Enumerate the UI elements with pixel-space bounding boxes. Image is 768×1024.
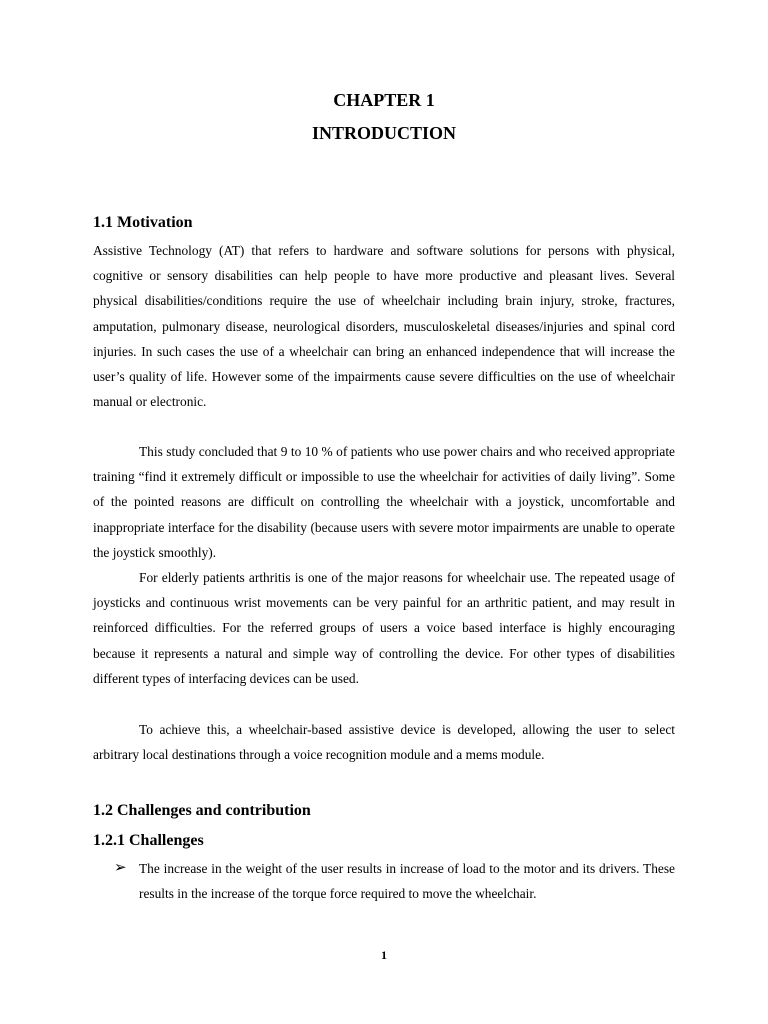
list-item xyxy=(93,856,675,906)
section-heading-challenges-contribution: 1.2 Challenges and contribution xyxy=(93,802,311,819)
challenges-list xyxy=(93,856,675,906)
paragraph-motivation-3: For elderly patients arthritis is one of the major reasons for wheelchair use. The repeated usage of joysticks and continuous wrist movements can be very painful for an arthritic patient, and may result in reinforced difficulties. For the referred groups of users a voice based interface is highly encouraging because it represents a natural and simple way of controlling the device. For other types of disabilities different types of interfacing devices can be used. xyxy=(93,570,675,686)
chapter-title: INTRODUCTION xyxy=(311,123,457,143)
paragraph-motivation-4: To achieve this, a wheelchair-based assistive device is developed, allowing the user to select arbitrary local destinations through a voice recognition module and a mems module. xyxy=(93,722,675,763)
page-number: 1 xyxy=(381,948,387,962)
arrow-bullet-icon: ➢ xyxy=(114,860,127,876)
section-heading-motivation: 1.1 Motivation xyxy=(93,214,193,231)
list-item-text: The increase in the weight of the user results in increase of load to the motor and its drivers. These results in the increase of the torque force required to move the wheelchair. xyxy=(139,861,675,902)
subsection-heading-challenges: 1.2.1 Challenges xyxy=(93,832,204,849)
paragraph-motivation-2: This study concluded that 9 to 10 % of patients who use power chairs and who received appropriate training “find it extremely difficult or impossible to use the wheelchair for activities of daily living”. Some of the pointed reasons are difficult on controlling the wheelchair with a joystick, uncomfortable and inappropriate interface for the disability (because users with severe motor impairments are unable to operate the joystick smoothly). xyxy=(93,444,675,560)
paragraph-motivation-1: Assistive Technology (AT) that refers to hardware and software solutions for persons with physical, cognitive or sensory disabilities can help people to have more productive and pleasant lives. Several physical disabilities/conditions require the use of wheelchair including brain injury, stroke, fractures, amputation, pulmonary disease, neurological disorders, musculoskeletal diseases/injuries and spinal cord injuries. In such cases the use of a wheelchair can bring an enhanced independence that will increase the user’s quality of life. However some of the impairments cause severe difficulties on the use of wheelchair manual or electronic. xyxy=(93,243,675,410)
chapter-number: CHAPTER 1 xyxy=(333,90,435,110)
